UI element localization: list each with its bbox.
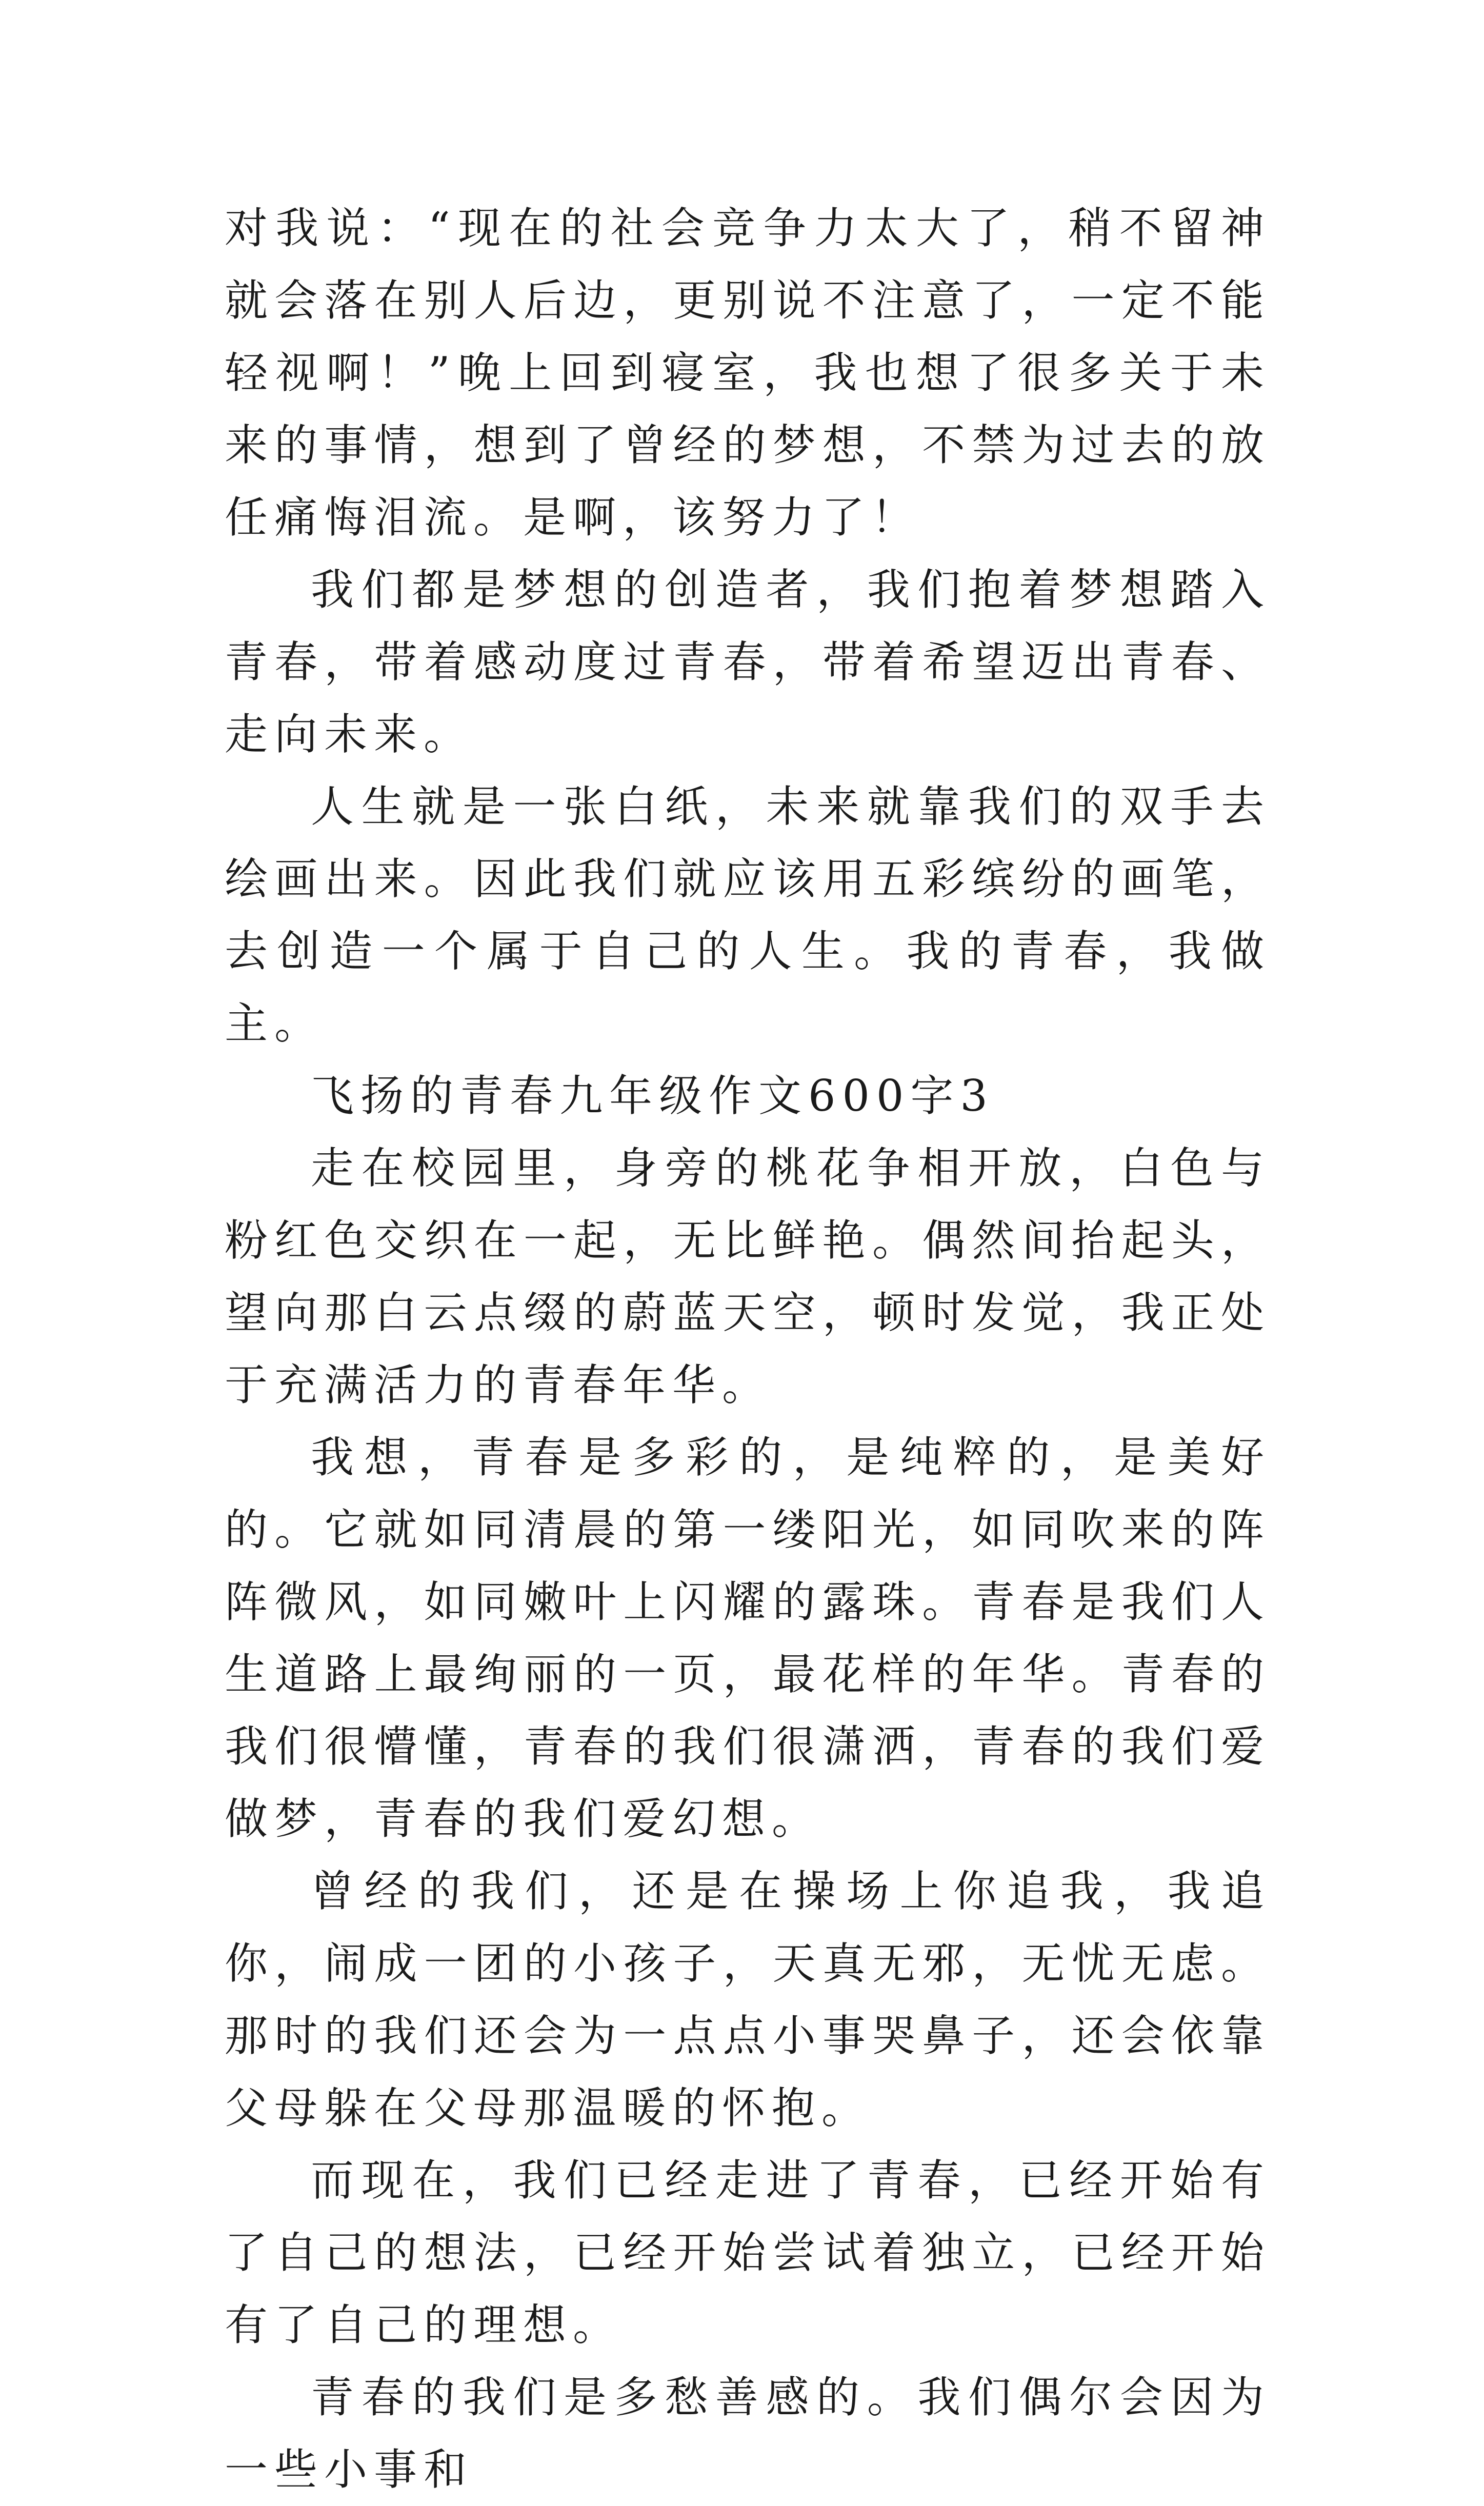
- paragraph-7: 曾经的我们，还是在操场上你追我，我追你，闹成一团的小孩子，天真无邪，无忧无虑。那时的我们还会为一点点小事哭鼻子，还会依靠父母躲在父母那温暖的怀抱。: [225, 1866, 1271, 2133]
- paragraph-3: 人生就是一张白纸，未来就靠我们的双手去绘画出来。因此我们就应该用五彩缤纷的画笔，去创造一个属于自己的人生。我的青春，我做主。: [225, 781, 1271, 1049]
- paragraph-2: 我们都是梦想的创造者，我们抱着梦想踏入青春，带着感动度过青春，带着希望迈出青春、走向未来。: [225, 565, 1271, 759]
- paragraph-9: 青春的我们是多愁善感的。我们偶尔会因为一些小事和: [225, 2372, 1271, 2495]
- paragraph-6: 我想，青春是多彩的，是纯粹的，是美好的。它就如同清晨的第一缕阳光，如同吹来的阵阵微风，如同嫩叶上闪耀的露珠。青春是我们人生道路上最绚丽的一页，最花样的年华。青春的我们很懵懂，青春的我们很潇洒，青春的我们爱做梦，青春的我们爱幻想。: [225, 1432, 1271, 1844]
- paragraph-5: 走在校园里，身旁的桃花争相开放，白色与粉红色交织在一起，无比鲜艳。偶然间抬起头，望向那白云点缀的蔚蓝天空，顿时发觉，我正处于充满活力的青春年华。: [225, 1143, 1271, 1410]
- paragraph-8: 而现在，我们已经走进了青春，已经开始有了自己的想法，已经开始尝试着独立，已经开始有了自己的理想。: [225, 2155, 1271, 2350]
- paragraph-1: 对我说：“现在的社会竞争力太大了，稍不留神就会落在别人后边，更别说不注意了，一定不能轻视啊！”晚上回到寝室，我也想了很多关于未来的事情，想到了曾经的梦想，不禁为过去的放任痛悔泪流。是啊，该努力了！: [225, 203, 1271, 543]
- document-body: [225, 192, 1271, 2506]
- section-heading: 飞扬的青春九年级作文600字3: [311, 1071, 994, 1121]
